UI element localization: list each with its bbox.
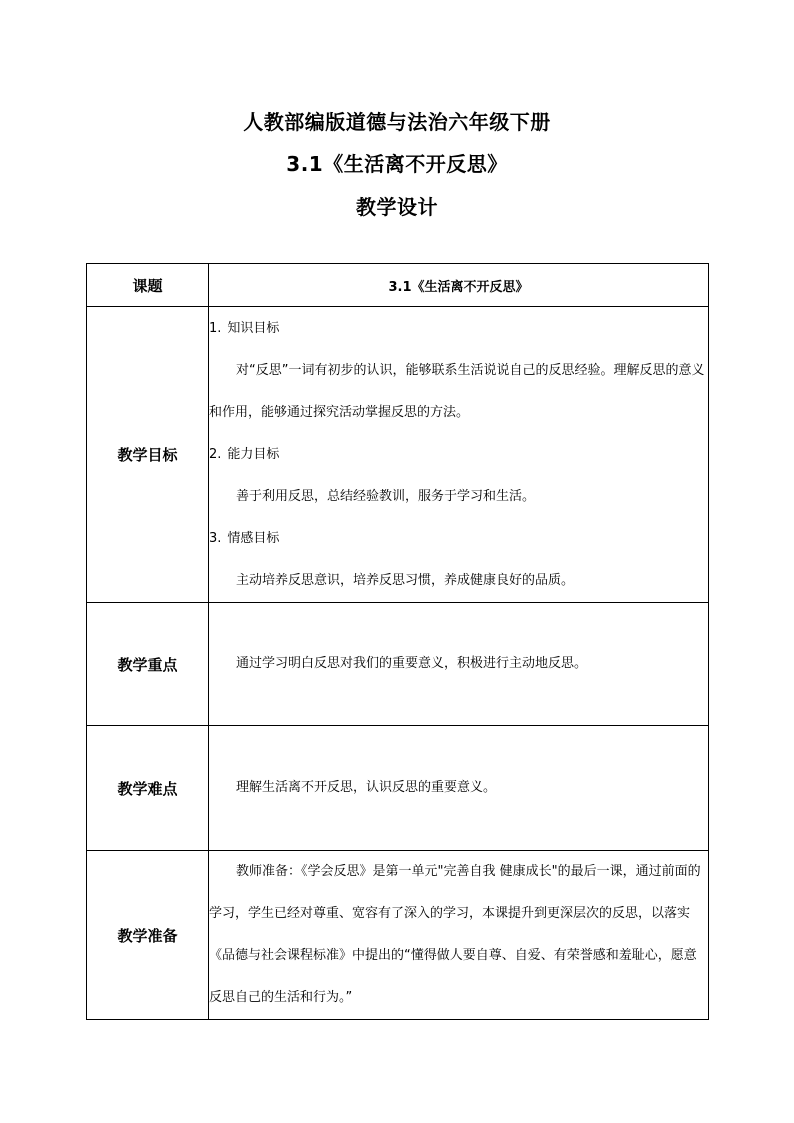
goal-text-ability: 善于利用反思，总结经验教训，服务于学习和生活。 [236, 488, 536, 504]
goal-heading-knowledge: 1. 知识目标 [209, 320, 280, 336]
difficulties-text: 理解生活离不开反思，认识反思的重要意义。 [236, 780, 497, 795]
document-title-series: 人教部编版道德与法治六年级下册 [243, 110, 551, 134]
row-label-difficulties: 教学难点 [87, 726, 209, 851]
table-row-goals [87, 307, 709, 603]
table-row-preparation [87, 851, 709, 1020]
goal-heading-emotion: 3. 情感目标 [209, 530, 280, 546]
preparation-text: 教师准备：《学会反思》是第一单元"完善自我 健康成长"的最后一课，通过前面的学习，学生已经对尊重、宽容有了深入的学习，本课提升到更深层次的反思，以落实《品德与社会课程标准》中提出的“懂得做人要自尊、自爱、有荣誉感和羞耻心，愿意反思自己的生活和行为。” [209, 864, 701, 1005]
goal-heading-ability: 2. 能力目标 [209, 446, 280, 462]
topic-value: 3.1《生活离不开反思》 [209, 264, 709, 307]
row-label-topic: 课题 [87, 264, 209, 307]
table-row-difficulties [87, 726, 709, 851]
lesson-plan-table [86, 263, 709, 1020]
key-points-text: 通过学习明白反思对我们的重要意义，积极进行主动地反思。 [236, 656, 588, 671]
difficulties-content [209, 726, 709, 851]
preparation-content [209, 851, 709, 1020]
row-label-key-points: 教学重点 [87, 603, 209, 726]
row-label-preparation: 教学准备 [87, 851, 209, 1020]
goals-content [209, 307, 709, 603]
document-title-lesson: 3.1《生活离不开反思》 [286, 152, 508, 176]
table-row-topic [87, 264, 709, 307]
document-title-type: 教学设计 [356, 195, 438, 219]
key-points-content [209, 603, 709, 726]
row-label-goals: 教学目标 [87, 307, 209, 603]
goal-text-emotion: 主动培养反思意识，培养反思习惯，养成健康良好的品质。 [236, 572, 575, 588]
table-row-key-points [87, 603, 709, 726]
goal-text-knowledge: 对“反思”一词有初步的认识，能够联系生活说说自己的反思经验。理解反思的意义和作用，能够通过探究活动掌握反思的方法。 [209, 362, 705, 420]
